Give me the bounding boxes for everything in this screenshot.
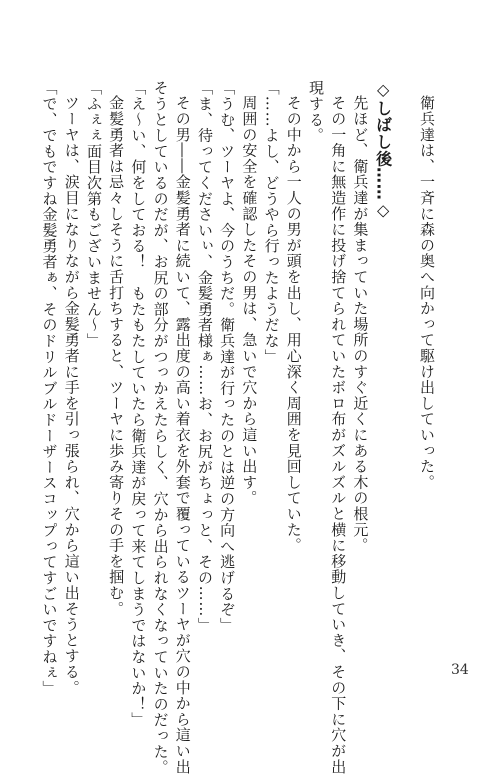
dialogue-line: 「……よし、どうやら行ったようだな」: [262, 80, 281, 365]
dialogue-line: 「で、でもですね金髪勇者ぁ、そのドリルブルドーザースコップってすごいですねぇ」: [40, 80, 59, 697]
vertical-text-body: [38, 80, 438, 775]
text-line: その男――金髪勇者に続いて、露出度の高い着衣を外套で覆っているツーヤが穴の中から這い出: [173, 95, 192, 775]
page-number: 34: [451, 662, 469, 678]
section-heading: ◇しばし後……◇: [373, 80, 393, 221]
text-line: 周囲の安全を確認したその男は、急いで穴から這い出す。: [240, 95, 259, 506]
text-line: そうとしているのだが、お尻の部分がつっかえたらしく、穴から出られなくなっていたのだった。: [151, 80, 170, 775]
text-line: 衛兵達は、一斉に森の奥へ向かって駆け出していった。: [418, 95, 436, 490]
text-line: その一角に無造作に投げ捨てられていたボロ布がズルズルと横に移動していき、その下に穴が出: [329, 95, 348, 775]
text-line: 先ほど、衛兵達が集まっていた場所のすぐ近くにある木の根元。: [351, 95, 370, 554]
text-line: その中から一人の男が頭を出し、用心深く周囲を見回していた。: [284, 95, 303, 554]
dialogue-line: 「ふぇぇ面目次第もございません〜」: [84, 80, 103, 349]
dialogue-line: 「え〜い、何をしておる！ もたもたしていたら衛兵達が戻って来てしまうではないか！」: [129, 80, 148, 728]
dialogue-line: 「うむ、ツーヤよ、今のうちだ。衛兵達が行ったのとは逆の方向へ逃げるぞ」: [218, 80, 237, 633]
dialogue-line: 「ま、待ってくださいぃ、金髪勇者様ぁ……お、お尻がちょっと、その……」: [195, 80, 214, 633]
text-line: 金髪勇者は忌々しそうに舌打ちすると、ツーヤに歩み寄りその手を掴む。: [107, 95, 126, 617]
text-line: 現する。: [306, 80, 325, 144]
blank-line: [394, 80, 416, 620]
text-line: ツーヤは、涙目になりながら金髪勇者に手を引っ張られ、穴から這い出そうとする。: [62, 95, 81, 696]
